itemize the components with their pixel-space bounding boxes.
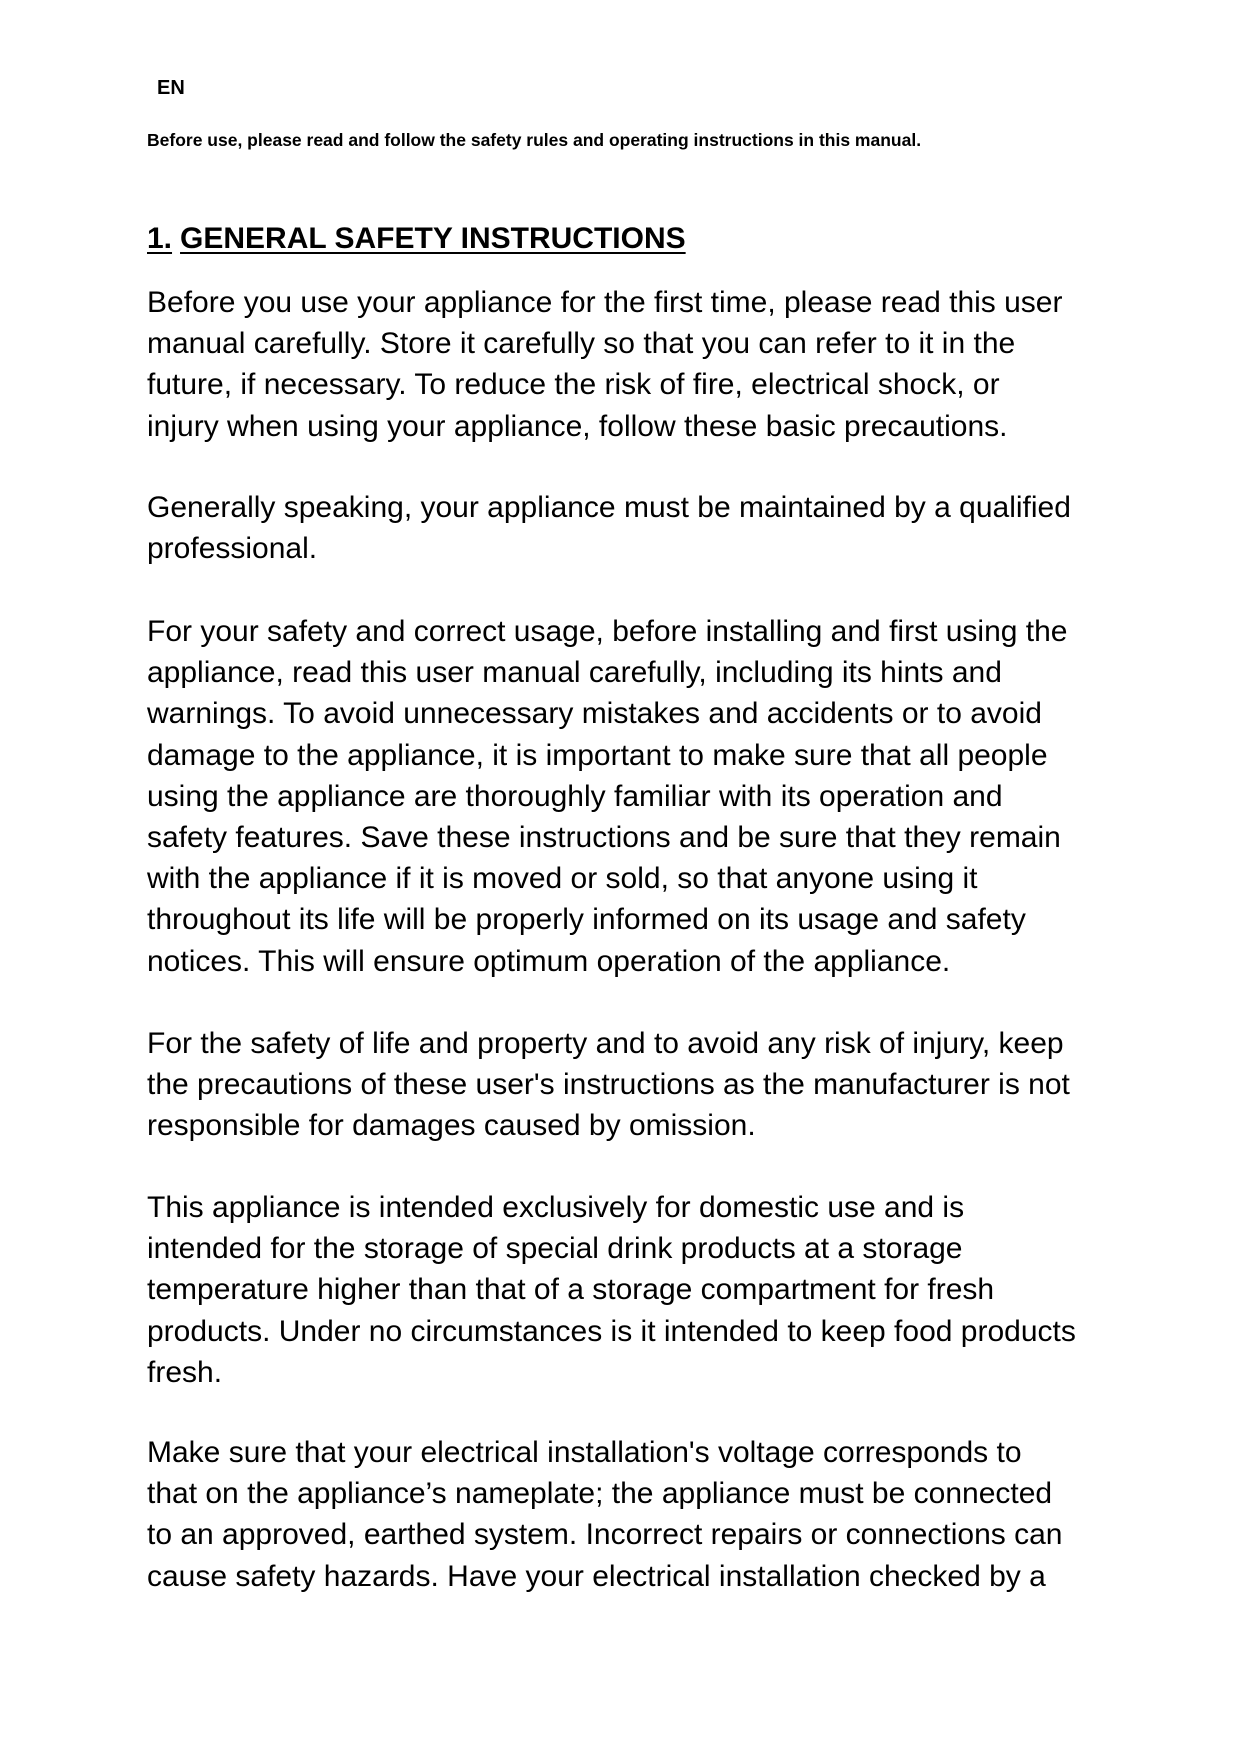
text-line: to an approved, earthed system. Incorrect repairs or connections can: [147, 1518, 1063, 1552]
safety-notice: Before use, please read and follow the safety rules and operating instructions in this manual.: [147, 130, 922, 150]
text-line: notices. This will ensure optimum operation of the appliance.: [147, 944, 951, 978]
paragraph-intended-use: [147, 1187, 1137, 1393]
text-line: products. Under no circumstances is it intended to keep food products: [147, 1314, 1076, 1348]
text-line: manual carefully. Store it carefully so that you can refer to it in the: [147, 327, 1016, 361]
text-line: fresh.: [147, 1355, 223, 1389]
paragraph-first-use: [147, 282, 1137, 447]
section-number: 1.: [147, 222, 173, 255]
text-line: future, if necessary. To reduce the risk of fire, electrical shock, or: [147, 368, 1000, 402]
text-line: This appliance is intended exclusively for domestic use and is: [147, 1191, 965, 1224]
text-line: with the appliance if it is moved or sold, so that anyone using it: [147, 862, 978, 896]
section-heading: [147, 221, 686, 257]
text-line: warnings. To avoid unnecessary mistakes and accidents or to avoid: [147, 697, 1042, 731]
text-line: For the safety of life and property and to avoid any risk of injury, keep: [147, 1027, 1064, 1060]
text-line: intended for the storage of special drink products at a storage: [147, 1232, 963, 1266]
text-line: damage to the appliance, it is important to make sure that all people: [147, 738, 1048, 772]
text-line: Make sure that your electrical installation's voltage corresponds to: [147, 1436, 1022, 1469]
text-line: temperature higher than that of a storage compartment for fresh: [147, 1273, 995, 1307]
text-line: that on the appliance’s nameplate; the appliance must be connected: [147, 1477, 1053, 1511]
text-line: For your safety and correct usage, before installing and first using the: [147, 615, 1068, 648]
paragraph-maintenance: [147, 487, 1137, 569]
text-line: injury when using your appliance, follow these basic precautions.: [147, 409, 1008, 443]
text-line: Before you use your appliance for the first time, please read this user: [147, 286, 1063, 319]
paragraph-correct-usage: [147, 611, 1137, 982]
paragraph-liability: [147, 1023, 1137, 1147]
text-line: safety features. Save these instructions and be sure that they remain: [147, 821, 1061, 855]
text-line: cause safety hazards. Have your electrical installation checked by a: [147, 1559, 1046, 1593]
section-title: GENERAL SAFETY INSTRUCTIONS: [180, 222, 686, 255]
text-line: throughout its life will be properly informed on its usage and safety: [147, 903, 1026, 937]
text-line: the precautions of these user's instructions as the manufacturer is not: [147, 1068, 1070, 1102]
text-line: professional.: [147, 532, 318, 566]
text-line: Generally speaking, your appliance must be maintained by a qualified: [147, 491, 1071, 524]
text-line: appliance, read this user manual carefully, including its hints and: [147, 656, 1002, 690]
paragraph-electrical: [147, 1432, 1137, 1597]
text-line: using the appliance are thoroughly familiar with its operation and: [147, 779, 1003, 813]
text-line: responsible for damages caused by omission.: [147, 1109, 756, 1143]
language-code: EN: [157, 77, 185, 99]
